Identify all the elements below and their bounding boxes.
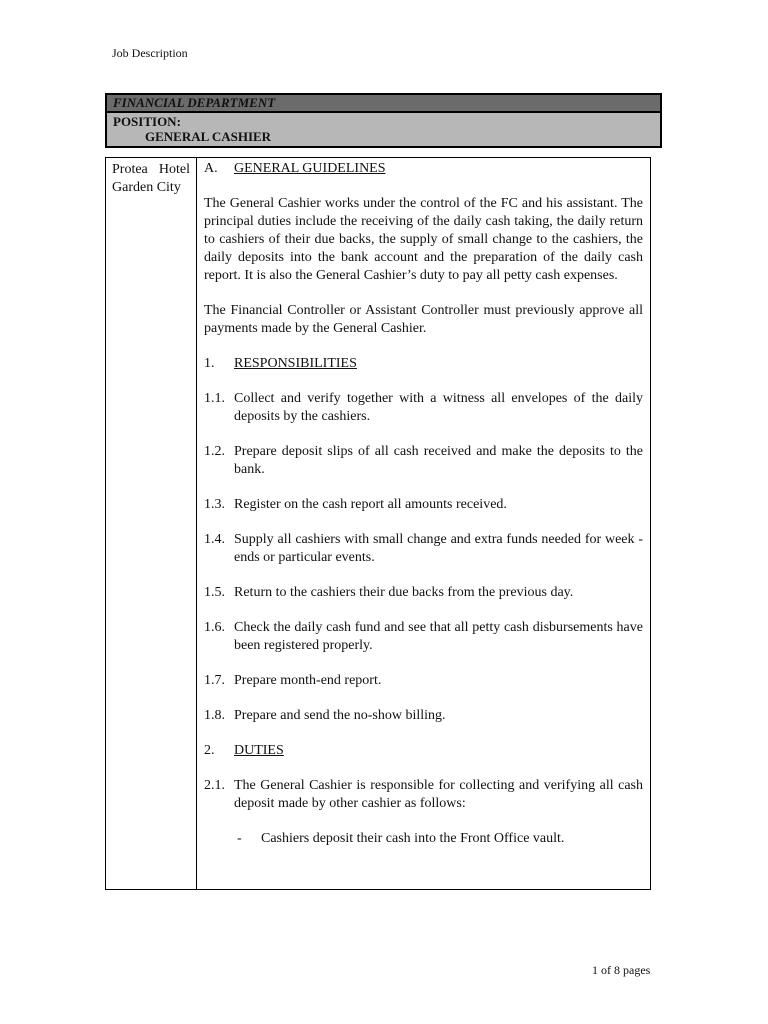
item-number: 1.6. [204, 620, 225, 635]
item-number: 1.5. [204, 585, 225, 600]
content-cell [197, 158, 650, 889]
page-number: 1 of 8 pages [592, 963, 651, 977]
department-name: FINANCIAL DEPARTMENT [107, 95, 660, 113]
section-a-heading [204, 160, 643, 178]
section-a-number: A. [204, 161, 218, 176]
section-a-title: GENERAL GUIDELINES [234, 161, 386, 176]
duty-item [204, 777, 643, 813]
responsibility-item [204, 619, 643, 655]
department-position-box [105, 93, 662, 148]
item-text: Check the daily cash fund and see that all petty cash disbursements have been registered properly. [234, 620, 643, 653]
general-guidelines-paragraph: The General Cashier works under the control of the FC and his assistant. The principal duties include the receiving of the daily cash taking, the daily return to cashiers of their due backs, the supply of small change to the cashiers, the daily deposits into the bank account and the preparation of the daily cash report. It is also the General Cashier’s duty to pay all petty cash expenses. [204, 196, 643, 283]
section-2-heading [204, 742, 643, 760]
location-cell [106, 158, 197, 889]
item-text: Prepare deposit slips of all cash received and make the deposits to the bank. [234, 444, 643, 477]
section-2-title: DUTIES [234, 743, 284, 758]
responsibility-item [204, 443, 643, 479]
responsibility-item [204, 390, 643, 426]
item-number: 1.1. [204, 391, 225, 406]
responsibility-item [204, 672, 643, 690]
hotel-location: Protea Hotel Garden City [112, 162, 190, 195]
item-text: Supply all cashiers with small change and extra funds needed for week - ends or particular events. [234, 532, 643, 565]
item-text: Return to the cashiers their due backs from the previous day. [234, 585, 574, 600]
position-label: POSITION: [113, 114, 181, 129]
item-number: 1.3. [204, 497, 225, 512]
responsibility-item [204, 707, 643, 725]
section-1-number: 1. [204, 356, 215, 371]
item-text: Register on the cash report all amounts received. [234, 497, 507, 512]
item-number: 1.2. [204, 444, 225, 459]
bullet-text: Cashiers deposit their cash into the Front Office vault. [261, 831, 565, 846]
item-text: Collect and verify together with a witness all envelopes of the daily deposits by the cashiers. [234, 391, 643, 424]
responsibility-item [204, 531, 643, 567]
responsibility-item [204, 584, 643, 602]
section-2-number: 2. [204, 743, 215, 758]
item-text: Prepare month-end report. [234, 673, 382, 688]
responsibility-item [204, 496, 643, 514]
item-number: 2.1. [204, 778, 225, 793]
dash-bullet: - [237, 831, 242, 846]
document-header-label: Job Description [112, 46, 188, 60]
item-number: 1.8. [204, 708, 225, 723]
item-number: 1.4. [204, 532, 225, 547]
item-text: The General Cashier is responsible for collecting and verifying all cash deposit made by other cashier as follows: [234, 778, 643, 811]
section-1-heading [204, 355, 643, 373]
approval-paragraph: The Financial Controller or Assistant Controller must previously approve all payments made by the General Cashier. [204, 303, 643, 336]
bullet-item [204, 830, 643, 848]
position-title: GENERAL CASHIER [145, 129, 272, 144]
job-description-table [105, 157, 651, 890]
position-block [107, 113, 660, 146]
item-text: Prepare and send the no-show billing. [234, 708, 446, 723]
section-1-title: RESPONSIBILITIES [234, 356, 357, 371]
item-number: 1.7. [204, 673, 225, 688]
